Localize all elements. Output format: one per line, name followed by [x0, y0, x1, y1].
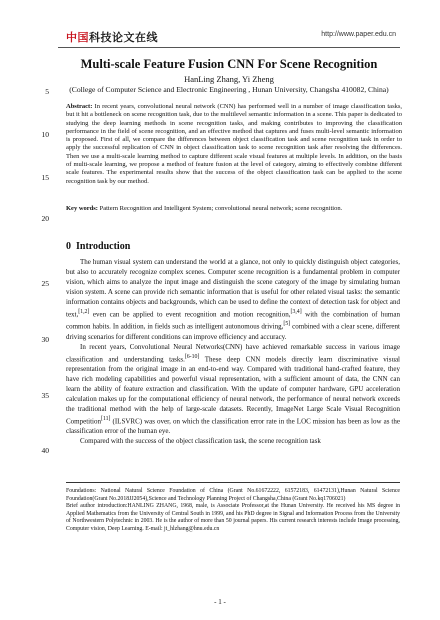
- footnote-rule: [66, 482, 400, 483]
- footnote-foundations: Foundations: National Natural Science Foundation of China (Grant No.61672222, 61572183, 61472131),Hunan Natural Science Foundation(Grant No.2018JJ2054),Science and Technology Planning Project of Changsha,China (Grant No.kq1706021): [66, 488, 400, 502]
- para1-text: The human visual system can understand the world at a glance, not only to quickly distinguish object categories, but also to accurately recognize complex scenes. Computer scene recognition is a fundamental problem in computer vision, which aims to analyze the input image and distinguish the scene category of the image by simulating human vision system. A scene can provide rich semantic information that is useful for other related visual tasks: the semantic information contains objects and backgrounds, which can be used to define the context of detection task for object and text,: [66, 258, 400, 319]
- para2-text: In recent years, Convolutional Neural Networks(CNN) have achieved remarkable success in various image classification and understanding tasks.: [66, 342, 400, 363]
- line-number: 25: [41, 279, 49, 288]
- line-number: 30: [41, 335, 49, 344]
- para1-text-mid: even can be applied to event recognition and motion recognition,: [89, 310, 291, 319]
- line-number: 10: [41, 130, 49, 139]
- section-heading: [66, 241, 130, 252]
- para3-text: Compared with the success of the object classification task, the scene recognition task: [80, 437, 321, 446]
- abstract-label: Abstract:: [66, 103, 93, 110]
- line-number: 15: [41, 173, 49, 182]
- journal-logo: [66, 29, 158, 45]
- footnote: [66, 488, 400, 533]
- line-number: 20: [41, 214, 49, 223]
- citation: [11]: [101, 415, 111, 422]
- logo-red-text: 中国: [66, 31, 89, 44]
- section-number: 0: [66, 241, 71, 252]
- page-header: [30, 29, 410, 45]
- paper-title: Multi-scale Feature Fusion CNN For Scene Recognition: [80, 57, 378, 71]
- line-number: 40: [41, 446, 49, 455]
- page-number: - 1 -: [214, 598, 226, 606]
- intro-body: [66, 257, 400, 446]
- citation: [1,2]: [78, 309, 90, 315]
- logo-dark-text: 科技论文在线: [89, 31, 158, 44]
- para2-text-end: (ILSVRC) was over, on which the classification error rate in the LOC mission has been as low as the classification error of the human eye.: [66, 417, 400, 436]
- intro-paragraph-3: [66, 436, 400, 446]
- site-url[interactable]: http://www.paper.edu.cn: [321, 31, 396, 38]
- keywords-text: Pattern Recognition and Intelligent System; convolutional neural network; scene recognition.: [99, 205, 343, 212]
- para1-text-mid2: with the combination of human common habits. In addition, in fields such as intelligent autonomous driving,: [66, 310, 400, 331]
- para1-text-end: combined with a clear scene, different driving scenarios for different conditions can improve efficiency and accuracy.: [66, 322, 400, 341]
- abstract-text: In recent years, convolutional neural network (CNN) has performed well in a number of image classification tasks, but it hit a bottleneck on scene recognition task, due to the multilevel semantic information in a scene. This paper is dedicated to studying the deep learning methods in scene recognition tasks, and making contributes to improving the classification performance in the field of scene recognition, and an effective method that captures and fuses multi-level semantic information is proposed. First of all, we compare the differences between object classification task and scene recognition task in order to apply the successful replication of CNN in object classification task to scene recognition task after resolving the differences. Then we use a multi-scale learning method to capture different scale visual features at multiple levels. In addition, on the basis of multi-scale learning, we propose a method of feature fusion at the level of category, aiming to effectively combine different scale features. The experimental results show that the success of the object classification task can be applied to the scene recognition task by our method.: [66, 103, 403, 185]
- keywords: [66, 205, 402, 213]
- para2-text-mid: These deep CNN models directly learn discriminative visual representation from the original image in an end-to-end way. Compared with traditional hand-crafted feature, they have rich modeling capabilities and powerful visual representation, with a sufficient amount of data, the CNN can learn the ability of feature extraction and classification. With the update of computer hardware, GPU acceleration calculation makes up for the computational efficiency of neural network, the performance of neural network exceeds the traditional method with the help of large-scale datasets. Recently, ImageNet Large Scale Visual Recognition Competition: [66, 354, 401, 426]
- intro-paragraph-2: [66, 342, 400, 437]
- citation: [3,4]: [290, 309, 302, 315]
- intro-paragraph-1: [66, 257, 400, 342]
- line-number: 5: [45, 87, 49, 96]
- abstract: [66, 103, 402, 186]
- section-title: Introduction: [76, 241, 131, 252]
- header-rule: [58, 47, 400, 48]
- footnote-author-bio: Brief author introduction:HANLING ZHANG, 1968, male, is Associate Professor,at the Hunan University. He received his MS degree in Applied Mathematics from the University of Central South in 1999, and his PhD degree in Signal and Information Process from the University of Northwestern Polytechnic in 2003. He is the author of more than 50 journal papers. His current research interests include Image processing, Computer vision, Deep Learning. E-mail: jt_hlzhang@hnu.edu.cn: [66, 503, 400, 532]
- paper-affiliation: (College of Computer Science and Electronic Engineering , Hunan University, Changsha 410082, China): [69, 85, 389, 94]
- citation: [5]: [283, 321, 291, 328]
- keywords-label: Key words:: [66, 205, 98, 212]
- citation: [6-10]: [184, 353, 200, 360]
- line-number: 35: [41, 391, 49, 400]
- paper-authors: HanLing Zhang, Yi Zheng: [184, 74, 274, 84]
